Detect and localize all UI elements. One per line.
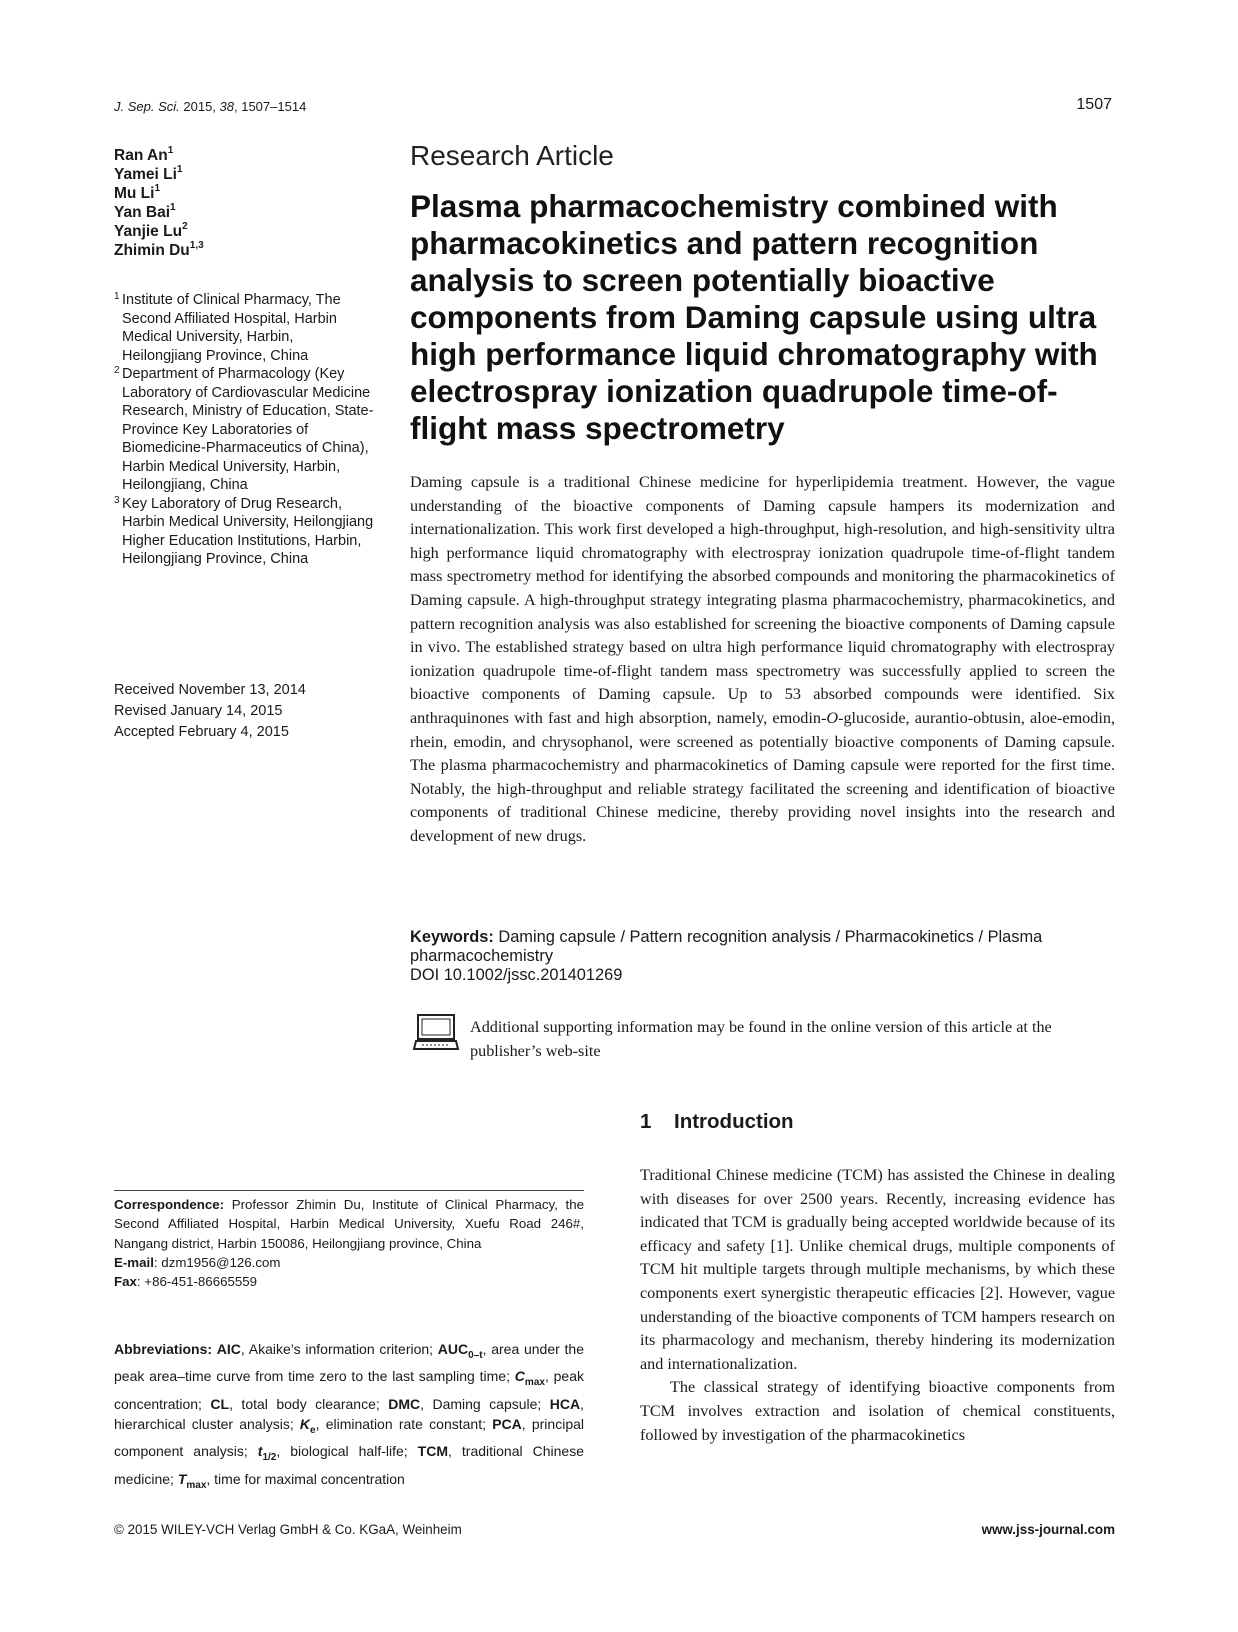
journal-volume: 38 xyxy=(219,99,234,114)
abbrev-term: DMC xyxy=(388,1395,421,1412)
received-date: Received November 13, 2014 xyxy=(114,682,306,698)
keywords-block xyxy=(410,928,1115,985)
journal-website[interactable]: www.jss-journal.com xyxy=(981,1522,1115,1537)
page-number: 1507 xyxy=(1076,96,1112,113)
paragraph: Traditional Chinese medicine (TCM) has assisted the Chinese in dealing with diseases for over 2500 years. Recently, increasing evidence has indicated that TCM is gradually being accepted worldwide because of its efficacy and safety [1]. Unlike chemical drugs, multiple components of TCM hit multiple targets through multiple mechanisms, by which these components exert synergistic therapeutic efficacies [2]. However, vague understanding of the bioactive components of TCM hampers research on its pharmacology and mechanism, thereby hindering its modernization and internationalization. xyxy=(640,1166,1115,1373)
computer-icon xyxy=(412,1013,460,1053)
revised-date: Revised January 14, 2015 xyxy=(114,703,283,719)
journal-pages: , 1507–1514 xyxy=(234,99,307,114)
abbrev-definition: , traditional Chinese medicine; xyxy=(114,1443,584,1487)
abbrev-definition: , elimination rate constant; xyxy=(315,1416,493,1433)
section-heading: 1 Introduction xyxy=(640,1110,794,1133)
abbrev-term: $AUC_{0-t}$ xyxy=(437,1341,483,1361)
article-title: Plasma pharmacochemistry combined with pharmacokinetics and pattern recognition analysis to screen potentially bioactive components from Daming capsule using ultra high performance liquid chromatography with electrospray ionization quadrupole time-of-flight mass spectrometry xyxy=(410,188,1098,446)
abstract: Daming capsule is a traditional Chinese medicine for hyperlipidemia treatment. However, the vague understanding of the bioactive components of Daming capsule hampers its modernization and internationalization. This work first developed a high-throughput, high-resolution, and high-sensitivity ultra high performance liquid chromatography with electrospray ionization quadrupole time-of-flight tandem mass spectrometry method for identifying the absorbed compounds and monitoring the pharmacokinetics of Daming capsule. A high-throughput strategy integrating plasma pharmacochemistry, pharmacokinetics, and pattern recognition analysis was also established for screening the bioactive components of Daming capsule in vivo. The established strategy based on ultra high performance liquid chromatography with electrospray ionization quadrupole time-of-flight tandem mass spectrometry was successfully applied to screen the bioactive components of Daming capsule. Up to 53 absorbed compounds were identified. Six anthraquinones with fast and high absorption, namely, emodin-O-glucoside, aurantio-obtusin, aloe-emodin, rhein, emodin, and chrysophanol, were screened as potentially bioactive components of Daming capsule. The plasma pharmacochemistry and pharmacokinetics of Daming capsule were reported for the first time. Notably, the high-throughput and reliable strategy facilitated the screening and identification of bioactive components of traditional Chinese medicine, thereby providing novel insights into the research and development of new drugs. xyxy=(410,473,1115,845)
abbrev-definition: , time for maximal concentration xyxy=(206,1470,405,1487)
abbrev-term: PCA xyxy=(492,1416,522,1433)
supporting-info: Additional supporting information may be found in the online version of this article at the publisher’s web-site xyxy=(470,1018,1052,1060)
article-dates xyxy=(114,680,306,743)
fax: : +86-451-86665559 xyxy=(136,1274,258,1290)
copyright: © 2015 WILEY-VCH Verlag GmbH & Co. KGaA, Weinheim xyxy=(114,1522,462,1537)
abbrev-definition: , hierarchical cluster analysis; xyxy=(114,1395,584,1433)
journal-name: J. Sep. Sci. xyxy=(114,99,180,114)
abbrev-definition: , Akaike’s information criterion; xyxy=(240,1341,438,1357)
email: : dzm1956@126.com xyxy=(153,1254,281,1270)
abbrev-term: AIC xyxy=(216,1341,241,1357)
journal-citation xyxy=(114,99,306,114)
abbrev-term: $t_{1/2}$ xyxy=(257,1443,277,1464)
journal-year: 2015, xyxy=(183,99,220,114)
affiliations xyxy=(114,291,376,569)
affiliation-item: 1 Institute of Clinical Pharmacy, The Second Affiliated Hospital, Harbin Medical University, Harbin, Heilongjiang Province, China xyxy=(114,291,341,364)
abbrev-definition: , Daming capsule; xyxy=(420,1395,550,1412)
paragraph: The classical strategy of identifying bioactive components from TCM involves extraction and isolation of chemical constituents, followed by investigation of the pharmacokinetics xyxy=(640,1378,1115,1444)
author: Ran An$^1$ xyxy=(114,144,174,164)
abbrev-term: TCM xyxy=(417,1443,448,1460)
introduction-body xyxy=(640,1164,1115,1447)
abbrev-term: HCA xyxy=(549,1395,581,1412)
author: Yanjie Lu$^2$ xyxy=(114,220,188,240)
abbrev-definition: , biological half-life; xyxy=(276,1443,418,1460)
doi: DOI 10.1002/jssc.201401269 xyxy=(410,966,623,984)
abbrev-definition: , total body clearance; xyxy=(229,1395,389,1412)
abbrev-definition: , peak concentration; xyxy=(114,1368,585,1412)
correspondence: Correspondence: Professor Zhimin Du, Institute of Clinical Pharmacy, the Second Affiliated Hospital, Harbin Medical University, Xuefu Road 246#, Nangang district, Harbin 150086, Heilongjiang province, China E-mail: dzm1956@126.com Fax: +86-451-86665559 xyxy=(114,1197,584,1290)
keywords-text: Daming capsule / Pattern recognition analysis / Pharmacokinetics / Plasma pharmacochemistry xyxy=(410,928,1043,965)
abbrev-list xyxy=(114,1341,585,1491)
abbrev-term: $T_{max}$ xyxy=(177,1470,207,1491)
abbrev-term: CL xyxy=(210,1395,230,1412)
abbrev-term: $K_e$ xyxy=(299,1416,316,1436)
affiliation-item: 3 Key Laboratory of Drug Research, Harbin Medical University, Heilongjiang Higher Education Institutions, Harbin, Heilongjiang Province, China xyxy=(114,494,374,567)
article-type: Research Article xyxy=(410,140,614,171)
author-list xyxy=(114,146,204,260)
abbreviations: Abbreviations: AIC, Akaike’s information criterion; $AUC_{0-t}$, area under the peak area–time curve from time zero to the last sampling time; $C_{max}$, peak concentration; CL, total body clearance; DMC, Daming capsule; HCA, hierarchical cluster analysis; $K_e$, elimination rate constant; PCA, principal component analysis; $t_{1/2}$, biological half-life; TCM, traditional Chinese medicine; $T_{max}$, time for maximal concentration xyxy=(114,1341,585,1491)
author: Yan Bai$^1$ xyxy=(114,201,176,221)
abbrev-definition: , principal component analysis; xyxy=(114,1416,585,1460)
keywords-label: Keywords: xyxy=(410,928,494,946)
abbrev-term: $C_{max}$ xyxy=(514,1368,545,1389)
affiliation-item: 2 Department of Pharmacology (Key Laboratory of Cardiovascular Medicine Research, Ministry of Education, State-Province Key Laboratories of Biomedicine-Pharmaceutics of China), Harbin Medical University, Harbin, Heilongjiang, China xyxy=(114,365,374,493)
divider xyxy=(114,1190,584,1191)
abbrev-definition: , area under the peak area–time curve from time zero to the last sampling time; xyxy=(114,1341,584,1385)
author: Zhimin Du$^{1,3}$ xyxy=(114,239,204,259)
accepted-date: Accepted February 4, 2015 xyxy=(114,724,289,740)
author: Yamei Li$^1$ xyxy=(114,163,183,183)
author: Mu Li$^1$ xyxy=(114,182,161,202)
